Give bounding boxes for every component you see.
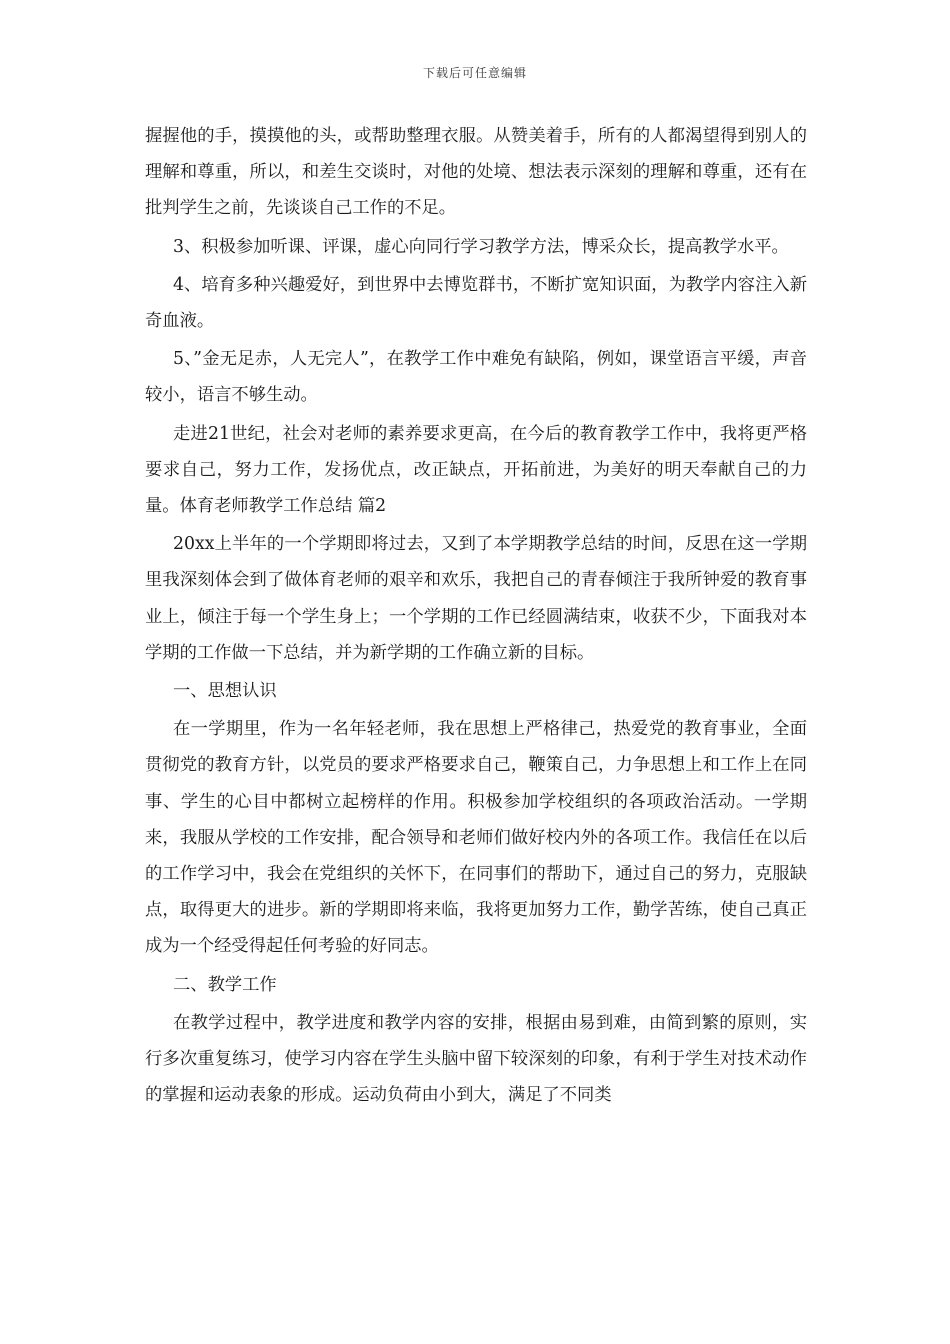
paragraph-1: 握握他的手，摸摸他的头，或帮助整理衣服。从赞美着手，所有的人都渴望得到别人的理解和尊重，所以，和差生交谈时，对他的处境、想法表示深刻的理解和尊重，还有在批判学生之前，先谈谈自己工作的不足。	[145, 126, 807, 219]
paragraph-8: 在教学过程中，教学进度和教学内容的安排，根据由易到难，由简到繁的原则，实行多次重复练习，使学习内容在学生头脑中留下较深刻的印象，有利于学生对技术动作的掌握和运动表象的形成。运动负荷由小到大，满足了不同类	[145, 1012, 807, 1106]
paragraph-2: 3、积极参加听课、评课，虚心向同行学习教学方法，博采众长，提高教学水平。	[173, 236, 789, 257]
paragraph-4: 5、”金无足赤，人无完人”，在教学工作中难免有缺陷，例如，课堂语言平缓，声音较小，语言不够生动。	[145, 349, 807, 406]
paragraph-7: 在一学期里，作为一名年轻老师，我在思想上严格律己，热爱党的教育事业，全面贯彻党的教育方针，以党员的要求严格要求自己，鞭策自己，力争思想上和工作上在同事、学生的心目中都树立起榜样的作用。积极参加学校组织的各项政治活动。一学期来，我服从学校的工作安排，配合领导和老师们做好校内外的各项工作。我信任在以后的工作学习中，我会在党组织的关怀下，在同事们的帮助下，通过自己的努力，克服缺点，取得更大的进步。新的学期即将来临，我将更加努力工作，勤学苦练，使自己真正成为一个经受得起任何考验的好同志。	[145, 719, 807, 957]
page-header: 下载后可任意编辑	[422, 66, 527, 80]
paragraph-5: 走进21世纪，社会对老师的素养要求更高，在今后的教育教学工作中，我将更严格要求自己，努力工作，发扬优点，改正缺点，开拓前进，为美好的明天奉献自己的力量。体育老师教学工作总结 篇2	[145, 423, 807, 517]
paragraph-3: 4、培育多种兴趣爱好，到世界中去博览群书，不断扩宽知识面，为教学内容注入新奇血液。	[145, 274, 807, 332]
paragraph-6: 20xx上半年的一个学期即将过去，又到了本学期教学总结的时间，反思在这一学期里我深刻体会到了做体育老师的艰辛和欢乐，我把自己的青春倾注于我所钟爱的教育事业上，倾注于每一个学生身上；一个学期的工作已经圆满结束，收获不少，下面我对本学期的工作做一下总结，并为新学期的工作确立新的目标。	[145, 534, 807, 663]
document-body	[145, 118, 807, 1115]
section-heading-2: 二、教学工作	[173, 974, 277, 995]
section-heading-1: 一、思想认识	[173, 681, 277, 702]
